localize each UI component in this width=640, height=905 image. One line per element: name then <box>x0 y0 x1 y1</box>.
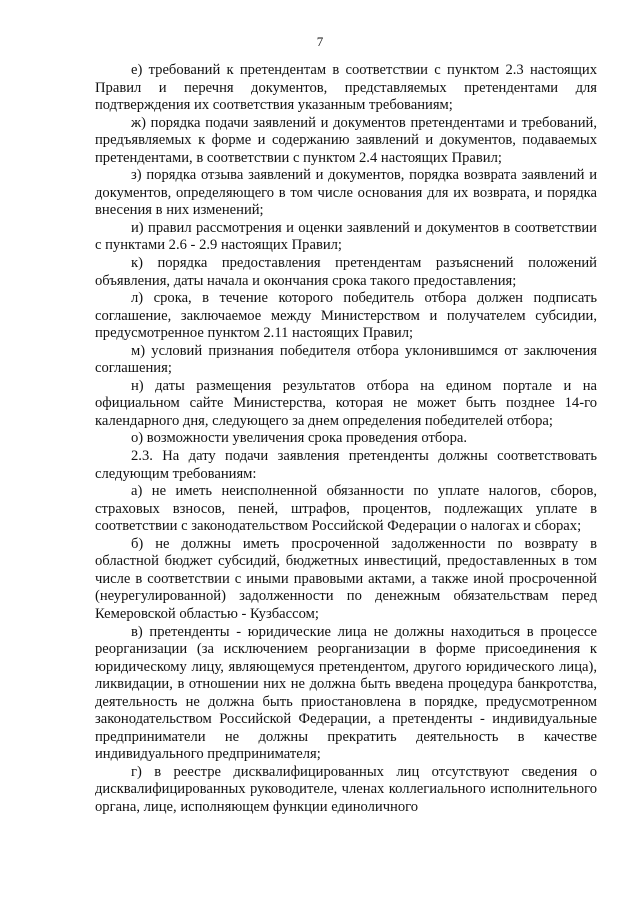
paragraph-k: к) порядка предоставления претендентам разъяснений положений объявления, даты начала и окончания срока такого предоставления; <box>95 255 597 289</box>
paragraph-a: а) не иметь неисполненной обязанности по уплате налогов, сборов, страховых взносов, пеней, штрафов, процентов, подлежащих уплате в соответствии с законодательством Российской Федерации о налогах и сборах; <box>95 483 597 535</box>
paragraph-z: з) порядка отзыва заявлений и документов, порядка возврата заявлений и документов, определяющего в том числе основания для их возврата, и порядка внесения в них изменений; <box>95 167 597 219</box>
paragraph-g: г) в реестре дисквалифицированных лиц отсутствуют сведения о дисквалифицированных руководителе, членах коллегиального исполнительного органа, лице, исполняющем функции единоличного <box>95 763 597 815</box>
paragraph-n: н) даты размещения результатов отбора на едином портале и на официальном сайте Министерства, которая не может быть позднее 14-го календарного дня, следующего за днем определения победителей отбора; <box>95 377 597 429</box>
paragraph-v: в) претенденты - юридические лица не должны находиться в процессе реорганизации (за исключением реорганизации в форме присоединения к юридическому лицу, являющемуся претендентом, другого юридического лица), ликвидации, в отношении них не должна быть введена процедура банкротства, деятельность не должна быть приостановлена в порядке, предусмотренном законодательством Российской Федерации, а претенденты - индивидуальные предприниматели не должны прекратить деятельность в качестве индивидуального предпринимателя; <box>95 623 597 763</box>
paragraph-e: е) требований к претендентам в соответствии с пунктом 2.3 настоящих Правил и перечня документов, представляемых претендентами для подтверждения их соответствия указанным требованиям; <box>95 62 597 114</box>
paragraph-l: л) срока, в течение которого победитель отбора должен подписать соглашение, заключаемое между Министерством и получателем субсидии, предусмотренное пунктом 2.11 настоящих Правил; <box>95 290 597 342</box>
section-2-3-heading: 2.3. На дату подачи заявления претенденты должны соответствовать следующим требованиям: <box>95 448 597 482</box>
document-body <box>95 62 597 817</box>
paragraph-b: б) не должны иметь просроченной задолженности по возврату в областной бюджет субсидий, бюджетных инвестиций, предоставленных в том числе в соответствии с иными правовыми актами, а также иной просроченной (неурегулированной) задолженности по денежным обязательствам перед Кемеровской областью - Кузбассом; <box>95 535 597 622</box>
paragraph-m: м) условий признания победителя отбора уклонившимся от заключения соглашения; <box>95 342 597 377</box>
paragraph-o: о) возможности увеличения срока проведения отбора. <box>131 430 468 447</box>
page-number: 7 <box>316 34 324 49</box>
paragraph-zh: ж) порядка подачи заявлений и документов претендентами и требований, предъявляемых к форме и содержанию заявлений и документов, подаваемых претендентами, в соответствии с пунктом 2.4 настоящих Правил; <box>95 114 597 166</box>
paragraph-i: и) правил рассмотрения и оценки заявлений и документов в соответствии с пунктами 2.6 - 2.9 настоящих Правил; <box>95 219 597 254</box>
